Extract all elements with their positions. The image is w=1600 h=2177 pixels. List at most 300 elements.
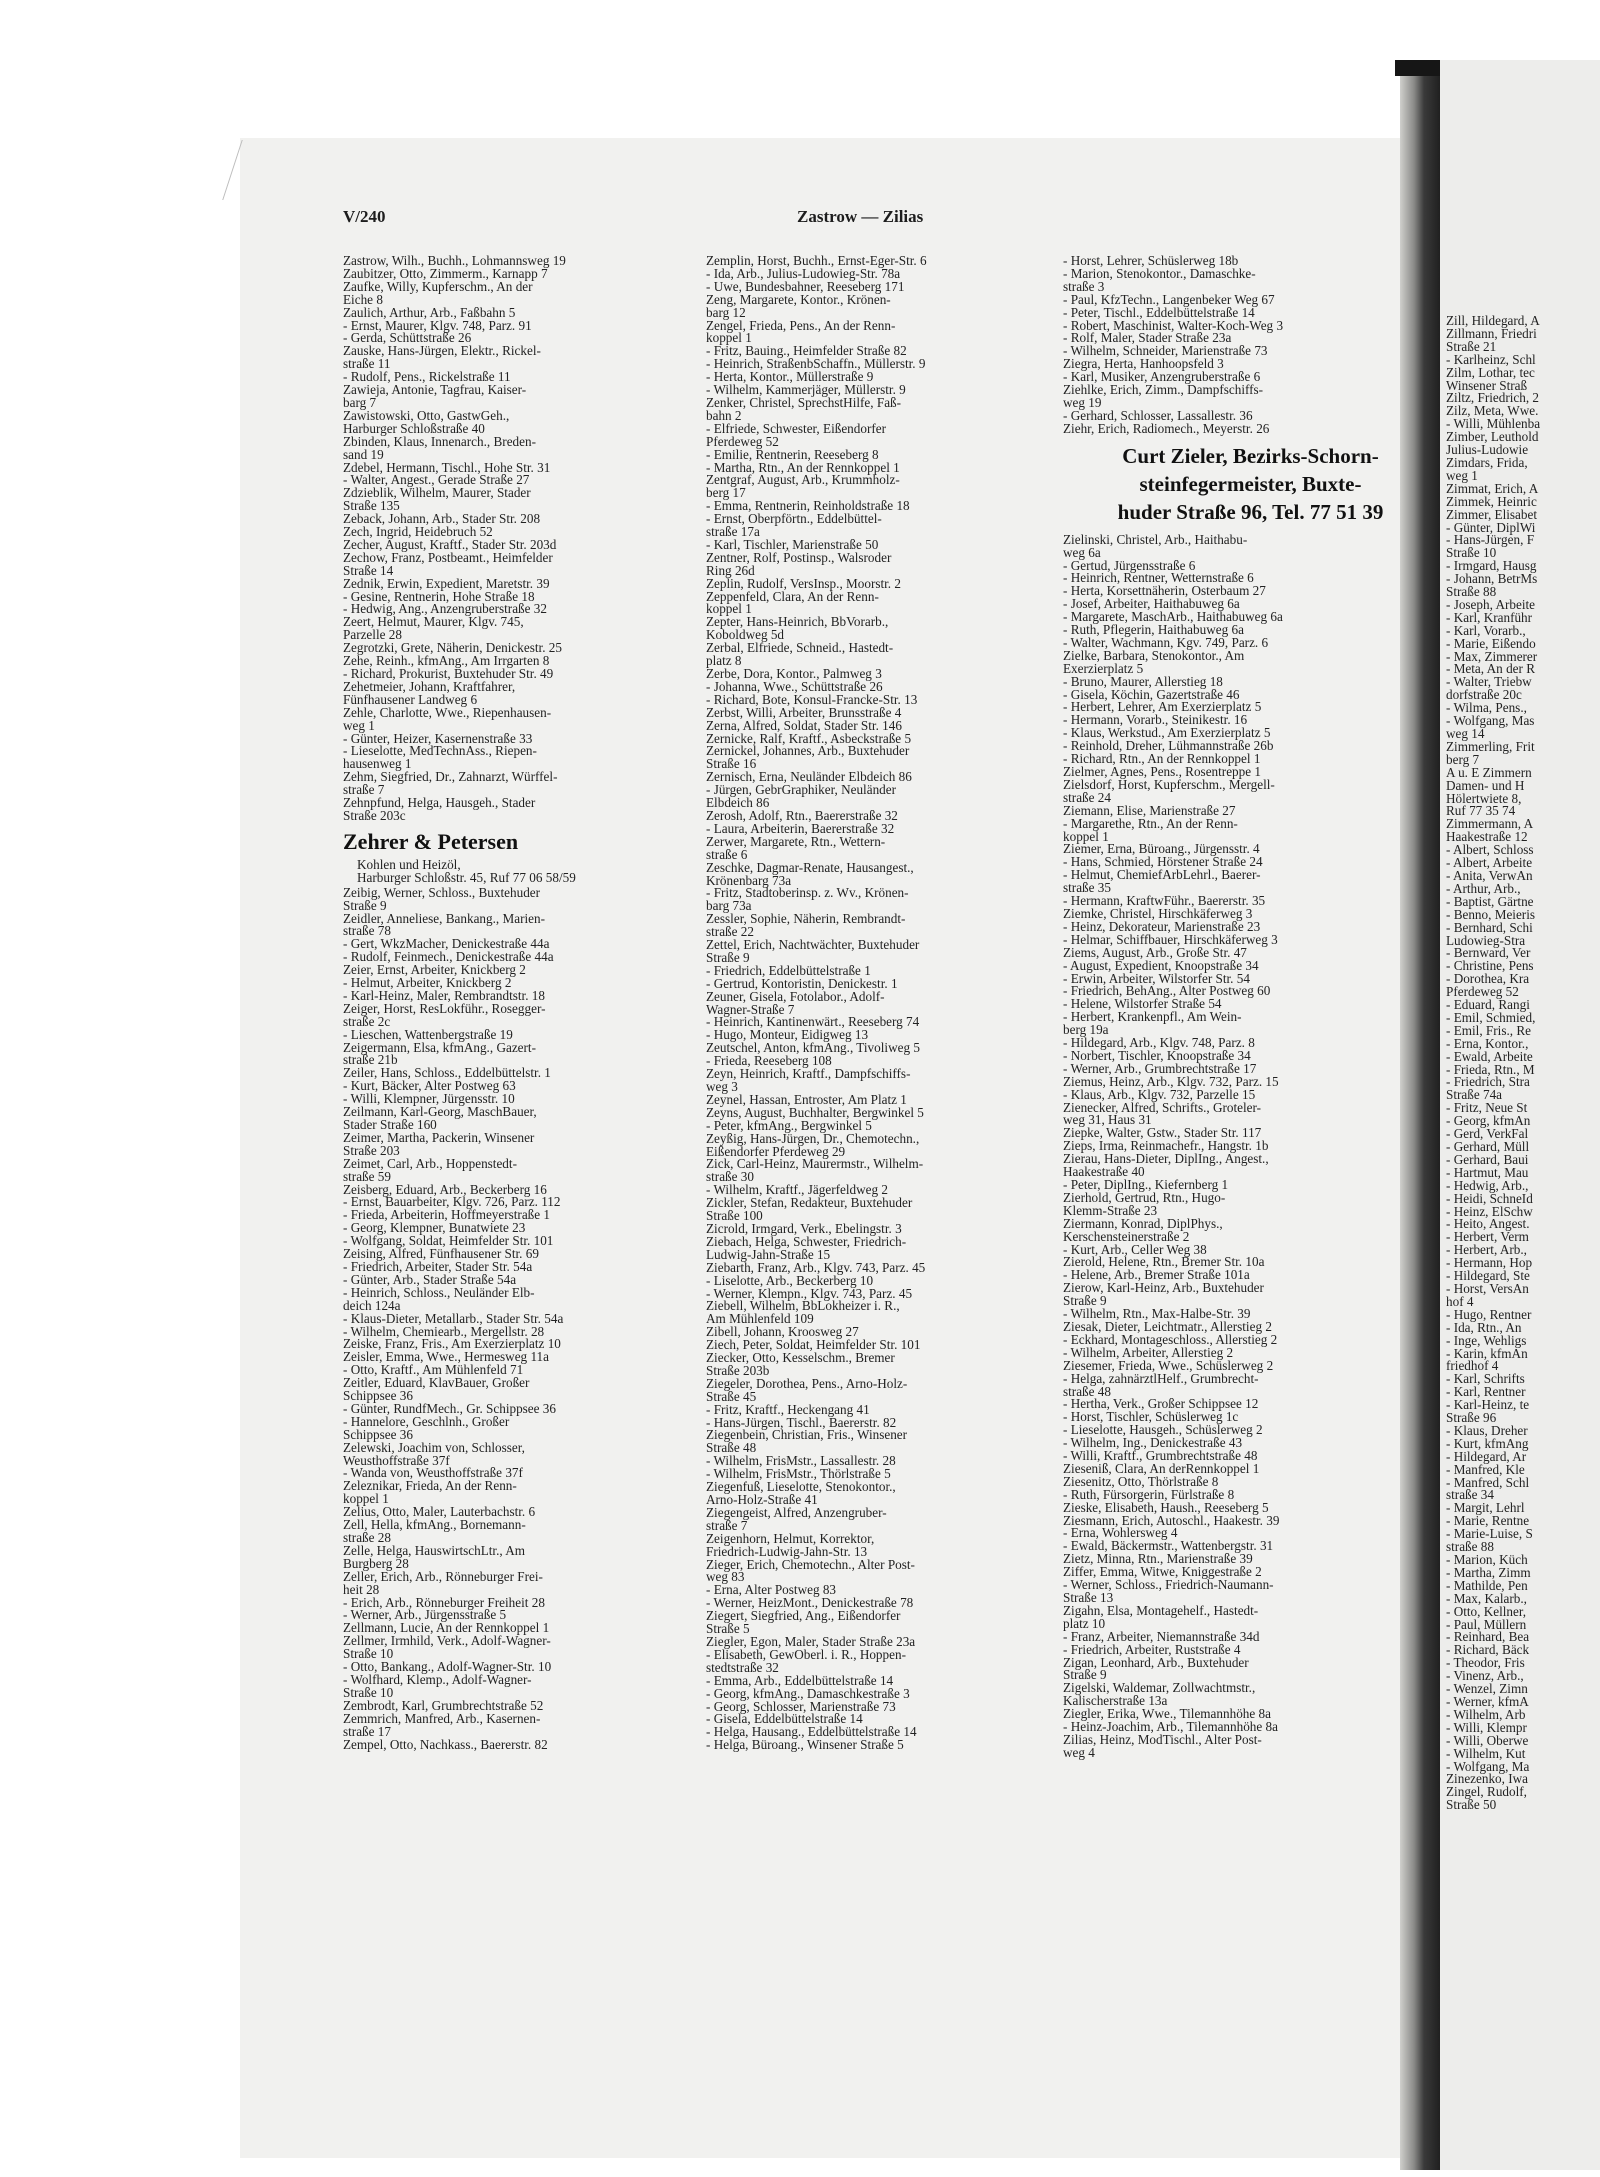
directory-entry-line: Zeleznikar, Frieda, An der Renn- [343,1478,517,1494]
directory-entry-line: Ziebell, Wilhelm, BbLokheizer i. R., [706,1298,900,1314]
directory-entry-line: - Margit, Lehrl [1446,1500,1525,1516]
directory-entry-line: - Heinz, Dekorateur, Marienstraße 23 [1063,918,1261,934]
directory-entry-line: - Rudolf, Feinmech., Denickestraße 44a [343,949,554,965]
directory-entry-line: - Frieda, Rtn., M [1446,1061,1535,1077]
directory-entry-line: Harburger Schloßstraße 40 [343,420,485,436]
directory-entry-line: - Klaus, Arb., Klgv. 732, Parzelle 15 [1063,1086,1256,1102]
column-1 [343,255,718,1751]
directory-entry-line: - Gertrud, Kontoristin, Denickestr. 1 [706,975,898,991]
directory-entry-line: - Bruno, Maurer, Allerstieg 18 [1063,673,1223,689]
directory-entry-line: Zick, Carl-Heinz, Maurermstr., Wilhelm- [706,1156,924,1172]
directory-entry-line: - Gesine, Rentnerin, Hohe Straße 18 [343,588,535,604]
directory-entry-line: Zeuner, Gisela, Fotolabor., Adolf- [706,988,885,1004]
directory-entry-line: - Bernward, Ver [1446,945,1531,961]
directory-entry-line: Ziepke, Walter, Gstw., Stader Str. 117 [1063,1125,1262,1141]
directory-entry-line: Zell, Hella, kfmAng., Bornemann- [343,1517,526,1533]
directory-entry-line: - Horst, Lehrer, Schüslerweg 18b [1063,253,1239,268]
directory-entry-line: - Eduard, Rangi [1446,997,1530,1013]
directory-entry-line: barg 7 [343,394,377,410]
directory-entry-line: Zeitler, Eduard, KlavBauer, Großer [343,1375,530,1391]
directory-entry-line: hof 4 [1446,1293,1474,1309]
directory-entry-line: Zilz, Meta, Wwe. [1446,403,1539,419]
directory-entry-line: Zehm, Siegfried, Dr., Zahnarzt, Würffel- [343,769,558,785]
directory-entry-line: Straße 10 [343,1684,394,1700]
directory-entry-line: straße 28 [343,1530,391,1545]
directory-entry-line: koppel 1 [706,601,752,617]
directory-entry-line: - Günter, Arb., Stader Straße 54a [343,1271,517,1287]
directory-entry-line: Ziebach, Helga, Schwester, Friedrich- [706,1233,907,1249]
directory-entry-line: - Wenzel, Zimn [1446,1681,1528,1697]
directory-entry-line: Krönenbarg 73a [706,872,792,888]
directory-entry-line: - Werner, HeizMont., Denickestraße 78 [706,1595,914,1611]
directory-entry-line: berg 17 [706,485,746,501]
ad-company-name: Zehrer & Petersen [343,828,519,854]
directory-entry-line: Julius-Ludowie [1446,442,1529,458]
directory-entry-line: Zaulich, Arthur, Arb., Faßbahn 5 [343,304,516,320]
directory-entry-line: - Karl, Schrifts [1446,1371,1525,1387]
directory-entry-line: Zimmat, Erich, A [1446,480,1539,496]
directory-entry-line: - Fritz, Kraftf., Heckengang 41 [706,1401,870,1417]
directory-entry-line: - Friedrich, Arbeiter, Ruststraße 4 [1063,1641,1241,1657]
directory-entry-line: - Hugo, Rentner [1446,1306,1532,1322]
directory-entry-line: Zeyn, Heinrich, Kraftf., Dampfschiffs- [706,1066,911,1082]
directory-entry-line: weg 1 [1446,467,1478,483]
directory-entry-line: - Martha, Rtn., An der Rennkoppel 1 [706,459,900,475]
directory-entry-line: - Max, Kalarb., [1446,1590,1527,1606]
directory-entry-line: Zeschke, Dagmar-Renate, Hausangest., [706,859,914,875]
directory-entry-line: - Irmgard, Hausg [1446,558,1537,574]
directory-entry-line: - Wilhelm, Kraftf., Jägerfeldweg 2 [706,1182,888,1198]
directory-entry-line: Zimmer, Elisabet [1446,506,1538,522]
directory-entry-line: - Fritz, Neue St [1446,1100,1528,1116]
directory-entry-line: Zeising, Alfred, Fünfhausener Str. 69 [343,1246,539,1262]
directory-entry-line: - Heinrich, Schloss., Neuländer Elb- [343,1284,535,1300]
directory-entry-line: Arno-Holz-Straße 41 [706,1492,818,1507]
directory-entry-line: Ludwig-Jahn-Straße 15 [706,1246,831,1262]
directory-entry-line: Zeynel, Hassan, Entroster, Am Platz 1 [706,1091,907,1107]
directory-entry-line: - Wilhelm, Arbeiter, Allerstieg 2 [1063,1344,1234,1360]
directory-entry-line: - Inge, Wehligs [1446,1332,1527,1348]
directory-entry-line: Straße 96 [1446,1410,1497,1426]
directory-entry-line: straße 7 [706,1517,748,1533]
advertisement-zehrer-petersen [343,827,718,885]
directory-entry-line: Zednik, Erwin, Expedient, Maretstr. 39 [343,575,550,591]
directory-entry-line: koppel 1 [706,330,752,346]
directory-entry-line: - Gisela, Eddelbüttelstraße 14 [706,1711,863,1727]
directory-entry-line: - Wilhelm, FrisMstr., Lassallestr. 28 [706,1453,896,1469]
directory-entry-line: - Wilhelm, Kammerjäger, Müllerstr. 9 [706,382,906,398]
directory-entry-line: Pferdeweg 52 [1446,984,1519,1000]
directory-entry-line: Zauske, Hans-Jürgen, Elektr., Rickel- [343,343,541,359]
directory-entry-line: koppel 1 [343,1491,389,1507]
directory-entry-line: weg 4 [1063,1744,1095,1760]
directory-entry-line: Haakestraße 12 [1446,829,1528,845]
directory-entry-line: Zilias, Heinz, ModTischl., Alter Post- [1063,1731,1262,1747]
directory-entry-line: Zieger, Erich, Chemotechn., Alter Post- [706,1556,915,1572]
directory-entry-line: - Hartmut, Mau [1446,1164,1529,1180]
directory-entry-line: - Benno, Meieris [1446,906,1535,922]
directory-entry-line: - Emil, Schmied, [1446,1009,1536,1025]
directory-entry-line: - Werner, Arb., Grumbrechtstraße 17 [1063,1060,1257,1076]
directory-entry-line: - Richard, Rtn., An der Rennkoppel 1 [1063,751,1261,767]
directory-entry-line: Zielinski, Christel, Arb., Haithabu- [1063,531,1248,547]
directory-entry-line: Zech, Ingrid, Heidebruch 52 [343,524,493,540]
directory-entry-line: - Georg, Klempner, Bunatwiete 23 [343,1220,526,1236]
directory-entry-line: - Karl-Heinz, Maler, Rembrandtstr. 18 [343,987,545,1003]
directory-entry-line: - Margarethe, Rtn., An der Renn- [1063,815,1238,831]
directory-entry-line: - Mathilde, Pen [1446,1577,1528,1593]
directory-entry-line: - Karl-Heinz, te [1446,1397,1530,1413]
directory-entry-line: Zastrow, Wilh., Buchh., Lohmannsweg 19 [343,253,566,268]
directory-entry-line: Zierold, Helene, Rtn., Bremer Str. 10a [1063,1254,1265,1270]
directory-entry-line: - Werner, Schloss., Friedrich-Naumann- [1063,1577,1274,1593]
directory-entry-line: Zehle, Charlotte, Wwe., Riepenhausen- [343,704,552,720]
directory-entry-line: - Rolf, Maler, Stader Straße 23a [1063,330,1232,346]
directory-entry-line: Zienecker, Alfred, Schrifts., Groteler- [1063,1099,1262,1115]
directory-entry-line: - Gisela, Köchin, Gazertstraße 46 [1063,686,1240,702]
directory-entry-line: Straße 88 [1446,584,1497,600]
directory-entry-line: Zeigermann, Elsa, kfmAng., Gazert- [343,1039,536,1055]
directory-entry-line: Koboldweg 5d [706,627,785,643]
directory-entry-line: A u. E Zimmern [1446,764,1532,780]
directory-entry-line: - Hildegard, Arb., Klgv. 748, Parz. 8 [1063,1035,1255,1051]
directory-entry-line: - Hans-Jürgen, Tischl., Baererstr. 82 [706,1414,897,1430]
directory-entry-line: straße 34 [1446,1487,1494,1503]
directory-entry-line: Am Mühlenfeld 109 [706,1311,814,1327]
directory-entry-line: - Wanda von, Weusthoffstraße 37f [343,1465,523,1481]
directory-entry-line: - Dorothea, Kra [1446,971,1530,987]
directory-entry-line: - Günter, Heizer, Kasernenstraße 33 [343,730,533,746]
directory-entry-line: hausenweg 1 [343,756,412,772]
directory-entry-line: Straße 9 [343,897,387,913]
directory-entry-line: - Herbert, Verm [1446,1229,1529,1245]
directory-entry-line: weg 31, Haus 31 [1063,1112,1152,1128]
directory-entry-line: - Robert, Maschinist, Walter-Koch-Weg 3 [1063,317,1284,333]
directory-entry-line: Zessler, Sophie, Näherin, Rembrandt- [706,911,906,927]
directory-entry-line: stedtstraße 32 [706,1659,779,1675]
directory-entry-line: - Peter, Tischl., Eddelbüttelstraße 14 [1063,304,1255,320]
directory-entry-line: - Lieselotte, Hausgeh., Schüslerweg 2 [1063,1422,1263,1438]
directory-entry-line: straße 88 [1446,1539,1494,1555]
directory-entry-line: Straße 10 [343,1646,394,1662]
directory-entry-line: Zeiler, Hans, Schloss., Eddelbüttelstr. 1 [343,1065,551,1081]
directory-entry-line: - Wilhelm, Rtn., Max-Halbe-Str. 39 [1063,1306,1251,1322]
directory-entry-line: - Max, Zimmerer [1446,648,1538,664]
directory-entry-line: - Georg, kfmAn [1446,1113,1531,1129]
directory-entry-line: Straße 14 [343,562,394,578]
directory-entry-line: Zeiske, Franz, Fris., Am Exerzierplatz 10 [343,1336,561,1352]
directory-entry-line: Zeppenfeld, Clara, An der Renn- [706,588,879,604]
directory-entry-line: Ziltz, Friedrich, 2 [1446,390,1540,406]
directory-entry-line: - Fritz, Stadtoberinsp. z. Wv., Krönen- [706,885,909,901]
directory-entry-line: - Ruth, Fürsorgerin, Fürlstraße 8 [1063,1486,1235,1502]
directory-entry-line: - Ruth, Pflegerin, Haithabuweg 6a [1063,622,1244,638]
directory-entry-line: Zeng, Margarete, Kontor., Krönen- [706,291,891,307]
directory-entry-line: - Hugo, Monteur, Eidigweg 13 [706,1027,869,1043]
directory-entry-line: Eißendorfer Pferdeweg 29 [706,1143,846,1159]
directory-entry-line: Ring 26d [706,562,755,578]
directory-entry-line: Ziebarth, Franz, Arb., Klgv. 743, Parz. 45 [706,1259,926,1275]
directory-entry-line: - Frieda, Reeseberg 108 [706,1053,832,1069]
directory-entry-line: - Hannelore, Geschlnh., Großer [343,1413,510,1429]
directory-entry-line: Ziesak, Dieter, Leichtmatr., Allerstieg 2 [1063,1318,1272,1334]
directory-entry-line: - Theodor, Fris [1446,1655,1525,1671]
directory-entry-line: - Paul, Müllern [1446,1616,1527,1632]
ad-line: huder Straße 96, Tel. 77 51 39 [1117,499,1384,524]
directory-entry-line: Zemmrich, Manfred, Arb., Kasernen- [343,1710,541,1726]
directory-entry-line: Zieske, Elisabeth, Haush., Reeseberg 5 [1063,1499,1269,1515]
directory-entry-line: - Arthur, Arb., [1446,880,1521,896]
directory-entry-line: Ziegenfuß, Lieselotte, Stenokontor., [706,1479,896,1495]
directory-entry-line: - Wilhelm, FrisMstr., Thörlstraße 5 [706,1466,891,1482]
directory-entry-line: Zielsdorf, Horst, Kupferschm., Mergell- [1063,776,1275,792]
directory-entry-line: straße 30 [706,1169,754,1185]
directory-entry-line: Zdebel, Hermann, Tischl., Hohe Str. 31 [343,459,551,475]
directory-entry-line: Zierow, Karl-Heinz, Arb., Buxtehuder [1063,1280,1264,1296]
directory-entry-line: - Hermann, KraftwFühr., Baererstr. 35 [1063,893,1266,909]
directory-entry-line: weg 14 [1446,726,1485,741]
directory-entry-line: sand 19 [343,446,384,462]
directory-entry-line: - Ernst, Bauarbeiter, Klgv. 726, Parz. 112 [343,1194,561,1210]
directory-entry-line: Straße 13 [1063,1590,1114,1605]
directory-entry-line: Zinezenko, Iwa [1446,1771,1529,1787]
directory-entry-line: - Ewald, Bäckermstr., Wattenbergstr. 31 [1063,1538,1274,1554]
directory-entry-line: Zaufke, Willy, Kupferschm., An der [343,278,533,294]
ad-line: Harburger Schloßstr. 45, Ruf 77 06 58/59 [357,869,576,885]
directory-entry-line: Fünfhausener Landweg 6 [343,691,478,707]
directory-entry-line: - Marion, Stenokontor., Damaschke- [1063,265,1256,281]
directory-entry-line: Straße 21 [1446,338,1497,354]
directory-entry-line: - Elfriede, Schwester, Eißendorfer [706,420,886,436]
directory-entry-line: - Marie, Eißendo [1446,635,1536,651]
directory-entry-line: Zettel, Erich, Nachtwächter, Buxtehuder [706,937,920,953]
directory-entry-line: Zilm, Lothar, tec [1446,364,1535,380]
directory-entry-line: Elbdeich 86 [706,795,770,811]
directory-entry-line: - Laura, Arbeiterin, Baererstraße 32 [706,820,895,836]
directory-entry-line: Ziegler, Erika, Wwe., Tilemannhöhe 8a [1063,1706,1271,1722]
directory-entry-line: - Klaus-Dieter, Metallarb., Stader Str. 54a [343,1310,564,1326]
directory-entry-line: - Ernst, Maurer, Klgv. 748, Parz. 91 [343,317,532,333]
directory-entry-line: - Ernst, Oberpförtn., Eddelbüttel- [706,511,882,527]
directory-entry-line: koppel 1 [1063,828,1109,844]
directory-entry-line: - Heinrich, Rentner, Wetternstraße 6 [1063,570,1254,586]
directory-entry-line: - Rudolf, Pens., Rickelstraße 11 [343,369,511,385]
directory-entry-line: - Klaus, Werkstud., Am Exerzierplatz 5 [1063,725,1271,741]
directory-entry-line: Zerbe, Dora, Kontor., Palmweg 3 [706,666,882,681]
directory-entry-line: Zepter, Hans-Heinrich, BbVorarb., [706,614,889,630]
directory-entry-line: Zawistowski, Otto, GastwGeh., [343,407,510,423]
directory-entry-line: - Gerd, VerkFal [1446,1126,1529,1142]
directory-entry-line: Zehe, Reinh., kfmAng., Am Irrgarten 8 [343,653,550,669]
directory-entry-line: - Richard, Prokurist, Buxtehuder Str. 49 [343,666,554,681]
directory-entry-line: - Anita, VerwAn [1446,867,1533,883]
directory-entry-line: Straße 5 [706,1621,750,1637]
directory-entry-line: straße 48 [1063,1383,1111,1399]
directory-entry-line: - Karlheinz, Schl [1446,351,1536,367]
directory-entry-line: - Otto, Kellner, [1446,1603,1527,1619]
directory-entry-line: straße 6 [706,846,748,862]
directory-entry-line: Ludowieg-Stra [1446,932,1526,948]
directory-entry-line: - Erna, Kontor., [1446,1035,1529,1051]
directory-entry-line: - Wolfgang, Mas [1446,713,1535,729]
directory-entry-line: - Liselotte, Arb., Beckerberg 10 [706,1272,874,1288]
directory-entry-line: - Horst, Tischler, Schüslerweg 1c [1063,1409,1239,1425]
directory-entry-line: - Kurt, kfmAng [1446,1435,1529,1451]
directory-entry-line: - Karin, kfmAn [1446,1345,1528,1361]
directory-entry-line: - Gertud, Jürgensstraße 6 [1063,557,1196,573]
directory-entry-line: straße 11 [343,356,391,372]
directory-entry-line: - Walter, Wachmann, Kgv. 749, Parz. 6 [1063,634,1269,650]
directory-entry-line: barg 12 [706,304,746,320]
directory-entry-line: - Karl, Rentner [1446,1384,1526,1400]
directory-entry-line: Zerwer, Margarete, Rtn., Wettern- [706,833,886,849]
page-number: V/240 [343,207,386,226]
directory-entry-line: - Heinrich, Kantinenwärt., Reeseberg 74 [706,1014,920,1030]
directory-entry-line: - Baptist, Gärtne [1446,893,1534,909]
ad-line: Kohlen und Heizöl, [357,856,461,872]
directory-entry-line: Zechow, Franz, Postbeamt., Heimfelder [343,549,553,565]
directory-entry-line: - Joseph, Arbeite [1446,596,1535,612]
directory-entry-line: - Emma, Rentnerin, Reinholdstraße 18 [706,498,910,514]
directory-entry-line: Zeilmann, Karl-Georg, MaschBauer, [343,1104,537,1120]
directory-entry-line: Ziegenbein, Christian, Fris., Winsener [706,1427,908,1443]
directory-entry-line: Hölertwiete 8, [1446,790,1522,806]
directory-entry-line: Zietz, Minna, Rtn., Marienstraße 39 [1063,1551,1253,1567]
directory-entry-line: - Georg, kfmAng., Damaschkestraße 3 [706,1685,910,1701]
directory-entry-line: - Norbert, Tischler, Knoopstraße 34 [1063,1047,1251,1063]
directory-entry-line: - Kurt, Bäcker, Alter Postweg 63 [343,1078,516,1094]
directory-entry-line: Zielke, Barbara, Stenokontor., Am [1063,647,1245,663]
directory-entry-line: Zielmer, Agnes, Pens., Rosentreppe 1 [1063,764,1261,779]
directory-entry-line: - Heinrich, StraßenbSchaffn., Müllerstr. 9 [706,356,926,372]
directory-entry-line: Zeigenhorn, Helmut, Korrektor, [706,1530,875,1546]
directory-entry-line: - Hildegard, Ste [1446,1268,1530,1284]
directory-entry-line: - Friedrich, BehAng., Alter Postweg 60 [1063,983,1271,999]
directory-entry-line: Straße 48 [706,1440,757,1456]
directory-entry-line: - Hermann, Vorarb., Steinikestr. 16 [1063,712,1248,728]
directory-entry-line: Zernickel, Johannes, Arb., Buxtehuder [706,743,910,759]
directory-entry-line: Schippsee 36 [343,1388,413,1404]
directory-entry-line: weg 6a [1063,544,1101,560]
directory-entry-line: Zimmek, Heinric [1446,493,1537,509]
directory-entry-line: Zeisberg, Eduard, Arb., Beckerberg 16 [343,1181,547,1197]
directory-entry-line: dorfstraße 20c [1446,687,1522,703]
directory-entry-line: Straße 9 [1063,1293,1107,1309]
directory-entry-line: Exerzierplatz 5 [1063,660,1144,676]
directory-entry-line: - Helga, zahnärztlHelf., Grumbrecht- [1063,1370,1259,1386]
directory-entry-line: - Vinenz, Arb., [1446,1668,1524,1684]
ad-line: Curt Zieler, Bezirks-Schorn- [1122,443,1379,468]
directory-entry-line: weg 19 [1063,394,1102,410]
directory-entry-line: Straße 45 [706,1388,757,1404]
directory-entry-line: - Werner, kfmA [1446,1693,1529,1709]
directory-entry-line: - Helga, Büroang., Winsener Straße 5 [706,1737,904,1753]
directory-entry-line: - Erna, Alter Postweg 83 [706,1582,837,1598]
directory-entry-line: Zegrotzki, Grete, Näherin, Denickestr. 25 [343,640,562,656]
directory-entry-line: - Karl, Musiker, Anzengruberstraße 6 [1063,369,1261,385]
directory-entry-line: - Marie, Rentne [1446,1513,1530,1529]
directory-entry-line: - Willi, Klempr [1446,1719,1527,1735]
directory-entry-line: Ziffer, Emma, Witwe, Kniggestraße 2 [1063,1564,1262,1580]
directory-entry-line: - Georg, Schlosser, Marienstraße 73 [706,1698,896,1714]
directory-entry-line: - Erich, Arb., Rönneburger Freiheit 28 [343,1594,545,1610]
directory-entry-line: - Willi, Oberwe [1446,1732,1529,1748]
directory-entry-line: straße 17 [343,1723,391,1739]
directory-entry-line: Straße 203 [343,1142,400,1158]
directory-entry-line: straße 78 [343,923,391,939]
directory-entry-line: - Otto, Kraftf., Am Mühlenfeld 71 [343,1362,524,1378]
directory-entry-line: - Helmut, ChemiefArbLehrl., Baerer- [1063,867,1261,883]
directory-entry-line: - Erna, Wohlersweg 4 [1063,1525,1178,1541]
directory-entry-line: Zierau, Hans-Dieter, DiplIng., Angest., [1063,1151,1269,1167]
directory-entry-line: - Heinz-Joachim, Arb., Tilemannhöhe 8a [1063,1719,1278,1735]
directory-entry-line: Zimmermann, A [1446,816,1534,832]
directory-entry-line: - Willi, Kraftf., Grumbrechtstraße 48 [1063,1448,1258,1464]
directory-entry-line: - Friedrich, Eddelbüttelstraße 1 [706,962,871,978]
directory-entry-line: berg 19a [1063,1022,1109,1038]
directory-entry-line: Zentner, Rolf, Postinsp., Walsroder [706,549,892,565]
column-next-page [1446,315,1600,1812]
directory-entry-line: - Manfred, Kle [1446,1461,1525,1477]
directory-entry-line: - Eckhard, Montageschloss., Allerstieg 2 [1063,1331,1278,1347]
directory-entry-line: Straße 74a [1446,1087,1503,1103]
directory-entry-line: Zeiger, Horst, ResLokführ., Rosegger- [343,1000,546,1016]
advertisement-curt-zieler [1063,442,1438,526]
directory-entry-line: Ziech, Peter, Soldat, Heimfelder Str. 101 [706,1337,921,1353]
directory-entry-line: - Herta, Korsettnäherin, Osterbaum 27 [1063,583,1266,599]
directory-entry-line: deich 124a [343,1297,401,1313]
directory-entry-line: - Wolfgang, Soldat, Heimfelder Str. 101 [343,1233,554,1249]
directory-entry-line: Zickler, Stefan, Redakteur, Buxtehuder [706,1195,913,1211]
directory-entry-line: - Albert, Schloss [1446,842,1534,858]
directory-entry-line: - Ida, Arb., Julius-Ludowieg-Str. 78a [706,265,901,281]
directory-entry-line: Ziehlke, Erich, Zimm., Dampfschiffs- [1063,382,1264,398]
directory-entry-line: Zelewski, Joachim von, Schlosser, [343,1439,525,1455]
directory-entry-line: - Ida, Rtn., An [1446,1319,1522,1335]
directory-entry-line: Zelius, Otto, Maler, Lauterbachstr. 6 [343,1504,536,1520]
directory-entry-line: - Willi, Mühlenba [1446,416,1541,432]
directory-entry-line: Zentgraf, August, Arb., Krummholz- [706,472,900,488]
directory-entry-line: Zernisch, Erna, Neuländer Elbdeich 86 [706,769,912,785]
directory-entry-line: Zehnpfund, Helga, Hausgeh., Stader [343,795,536,811]
directory-entry-line: - Gerda, Schüttstraße 26 [343,330,472,346]
directory-entry-line: - Paul, KfzTechn., Langenbeker Weg 67 [1063,291,1275,307]
directory-entry-line: Zaubitzer, Otto, Zimmerm., Karnapp 7 [343,265,548,281]
directory-entry-line: Straße 10 [1446,545,1497,561]
directory-entry-line: - Hans, Schmied, Hörstener Straße 24 [1063,854,1263,870]
directory-entry-line: Kerschensteinerstraße 2 [1063,1228,1190,1244]
directory-entry-line: straße 21b [343,1052,398,1068]
ad-line: steinfegermeister, Buxte- [1139,471,1362,496]
directory-entry-line: Burgberg 28 [343,1555,409,1571]
directory-entry-line: - Herbert, Lehrer, Am Exerzierplatz 5 [1063,699,1262,715]
directory-entry-line: - Hedwig, Arb., [1446,1177,1529,1193]
directory-entry-line: Zerbal, Elfriede, Schneid., Hastedt- [706,640,894,656]
directory-entry-line: Parzelle 28 [343,627,402,643]
directory-entry-line: - Reinhold, Dreher, Lühmannstraße 26b [1063,738,1274,754]
directory-entry-line: straße 22 [706,924,754,940]
directory-entry-line: - Helmar, Schiffbauer, Hirschkäferweg 3 [1063,931,1278,947]
directory-entry-line: Zeier, Ernst, Arbeiter, Knickberg 2 [343,962,526,978]
directory-entry-line: - Günter, DiplWi [1446,519,1536,535]
directory-entry-line: berg 7 [1446,751,1480,767]
directory-entry-line: - Helene, Wilstorfer Straße 54 [1063,996,1222,1012]
directory-entry-line: - Richard, Bote, Konsul-Francke-Str. 13 [706,691,918,707]
directory-entry-line: Haakestraße 40 [1063,1164,1145,1180]
directory-entry-line: - Helene, Arb., Bremer Straße 101a [1063,1267,1250,1283]
directory-entry-line: - Günter, RundfMech., Gr. Schippsee 36 [343,1400,556,1416]
directory-entry-line: Zernicke, Ralf, Kraftf., Asbeckstraße 5 [706,730,912,746]
